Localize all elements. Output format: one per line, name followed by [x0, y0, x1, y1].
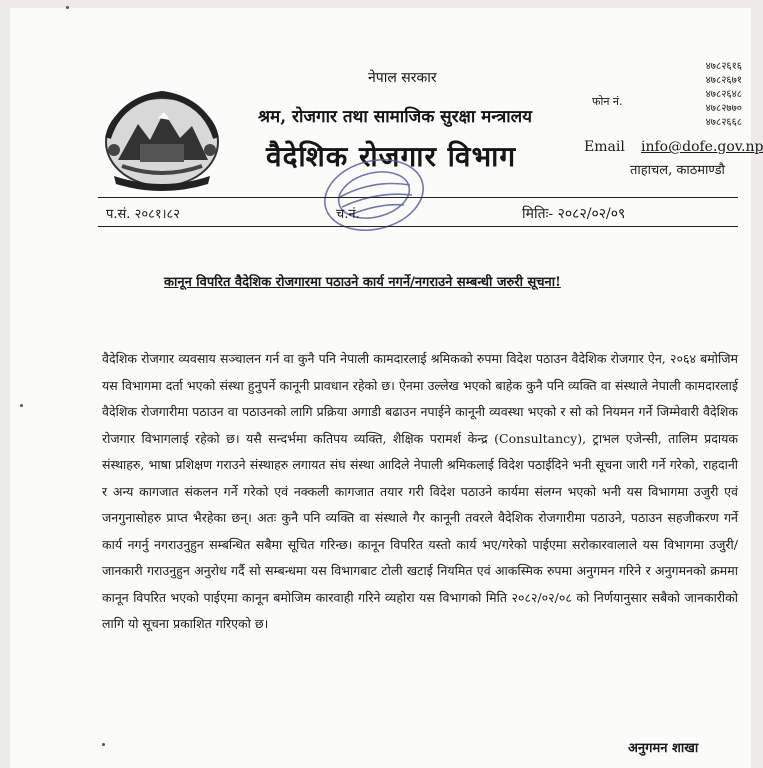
ministry-name: श्रम, रोजगार तथा सामाजिक सुरक्षा मन्त्रालय [258, 107, 533, 127]
phone-number: ४७८२७७० [705, 103, 742, 114]
phone-number: ४७८२६६८ [705, 117, 742, 128]
phone-number: ४७८२६७१ [705, 75, 742, 86]
government-name: नेपाल सरकार [368, 70, 437, 86]
notice-subject: कानून विपरित वैदेशिक रोजगारमा पठाउने कार्य नगर्ने/नगराउने सम्बन्धी जरुरी सूचना! [164, 275, 561, 290]
phone-number: ४७८२६१६ [705, 61, 742, 72]
phone-number: ४७८२६४८ [705, 89, 742, 100]
scan-speck [66, 6, 69, 9]
notice-date: मितिः- २०८२/०२/०९ [522, 206, 626, 222]
notice-body: वैदेशिक रोजगार व्यवसाय सञ्चालन गर्न वा कुनै पनि नेपाली कामदारलाई श्रमिकको रुपमा विदेश पठाउन वैदेशिक रोजगार ऐन, २०६४ बमोजिम यस विभागमा दर्ता भएको संस्था हुनुपर्ने कानूनी प्रावधान रहेको छ। ऐनमा उल्लेख भएको बाहेक कुनै पनि व्यक्ति वा संस्थाले नेपाली कामदारलाई वैदेशिक रोजगारीमा पठाउन वा पठाउनको लागि प्रक्रिया अगाडी बढाउन नपाईने कानूनी व्यवस्था भएको र सो को नियमन गर्ने जिम्मेवारी वैदेशिक रोजगार विभागलाई रहेको छ। यसै सन्दर्भमा कतिपय व्यक्ति, शैक्षिक परामर्श केन्द्र (Consultancy), ट्राभल एजेन्सी, तालिम प्रदायक संस्थाहरु, भाषा प्रशिक्षण गराउने संस्थाहरु लगायत संघ संस्था आदिले नेपाली श्रमिकलाई विदेश पठाईदिने भनी सूचना जारी गर्ने गरेको, राहदानी र अन्य कागजात संकलन गर्ने गरेको एवं नक्कली कागजात तयार गरी विदेश पठाउने कार्यमा संलग्न भएको भनी यस विभागमा उजुरी एवं जनगुनासोहरु प्राप्त भैरहेका छन्। अतः कुनै पनि व्यक्ति वा संस्थाले गैर कानूनी तवरले वैदेशिक रोजगारीमा पठाउने, पठाउन सहजीकरण गर्ने कार्य नगर्नु नगराउनुहुन सम्बन्धित सबैमा सूचित गरिन्छ। कानून विपरित यस्तो कार्य भए/गरेको पाईएमा सरोकारवालाले यस विभागमा उजुरी/जानकारी गराउनुहुन अनुरोध गर्दै सो सम्बन्धमा यस विभागबाट टोली खटाई नियमित एवं आकस्मिक रुपमा अनुगमन गरिने र अनुगमनको क्रममा कानून विपरित भएको पाईएमा कानून बमोजिम कारवाही गरिने व्यहोरा यस विभागको मिति २०८२/०२/०८ को निर्णयानुसार सबैको जानकारीको लागि यो सूचना प्रकाशित गरिएको छ। [102, 351, 738, 631]
reference-number: प.सं. २०८१।८२ [106, 207, 181, 222]
email-link[interactable]: info@dofe.gov.np [641, 139, 763, 155]
email-label: Email [584, 139, 625, 155]
phone-label: फोन नं. [592, 95, 623, 108]
reference-bar [98, 197, 738, 227]
office-address: ताहाचल, काठमाण्डौ [630, 163, 725, 178]
nepal-emblem-icon [100, 80, 224, 192]
scan-speck [102, 743, 105, 746]
phone-numbers [676, 60, 742, 130]
department-name: वैदेशिक रोजगार विभाग [266, 140, 517, 173]
scan-speck [20, 404, 23, 407]
challan-number: च.नं. [336, 207, 360, 222]
issuing-section: अनुगमन शाखा [628, 741, 699, 756]
